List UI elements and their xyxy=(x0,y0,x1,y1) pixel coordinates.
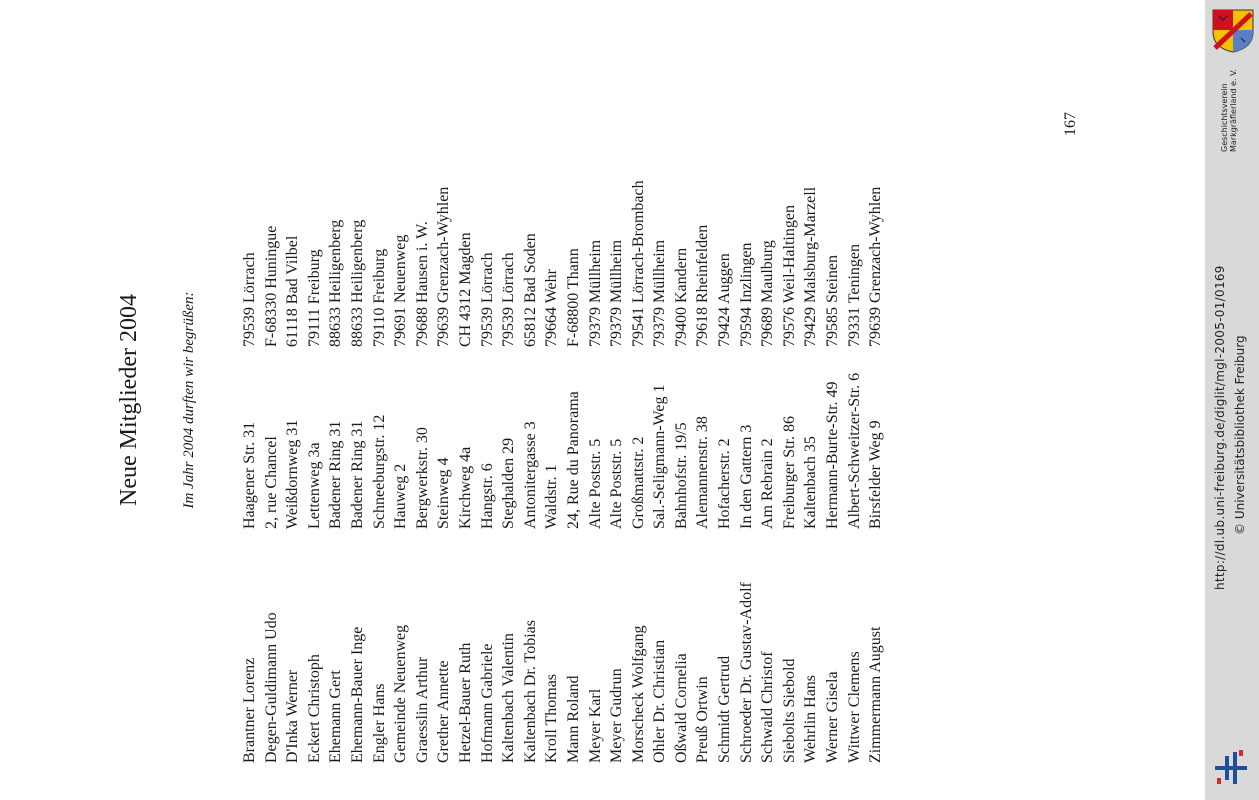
member-name: Mann Roland xyxy=(564,675,582,763)
member-city: 79539 Lörrach xyxy=(241,252,258,347)
member-name: Grether Annette xyxy=(435,660,453,763)
member-name: Wehrlin Hans xyxy=(802,674,820,763)
member-city: 88633 Heiligenberg xyxy=(348,219,366,347)
page-number: 167 xyxy=(1062,112,1079,136)
page-subtitle: Im Jahr 2004 durften wir begrüßen: xyxy=(181,291,197,509)
member-street: Birsfelder Weg 9 xyxy=(867,420,885,529)
member-city: 79618 Rheinfelden xyxy=(694,224,712,347)
member-name: Engler Hans xyxy=(370,683,388,763)
member-street: Alte Poststr. 5 xyxy=(586,438,604,529)
member-name: Meyer Gudrun xyxy=(608,668,626,763)
member-city: 79539 Lörrach xyxy=(478,252,496,347)
member-name: Preuß Ortwin xyxy=(694,676,712,763)
member-city: 79539 Lörrach xyxy=(500,252,518,347)
member-city: 79639 Grenzach-Wyhlen xyxy=(435,186,453,347)
member-name: Hetzel-Bauer Ruth xyxy=(456,642,474,763)
member-city: 79331 Teningen xyxy=(845,243,863,347)
association-name-line2: Markgräflerland e. V. xyxy=(1229,68,1238,152)
member-city: 79110 Freiburg xyxy=(370,248,388,347)
member-city: F-68330 Huningue xyxy=(262,225,280,347)
member-cities-column xyxy=(239,180,887,347)
member-city: 61118 Bad Vilbel xyxy=(284,235,302,347)
member-city: 79111 Freiburg xyxy=(305,249,323,347)
member-streets-column xyxy=(239,373,887,529)
member-city: 79664 Wehr xyxy=(543,269,561,347)
member-street: Badener Ring 31 xyxy=(348,420,366,529)
member-name: Brantner Lorenz xyxy=(241,657,258,763)
member-city: 79429 Malsburg-Marzell xyxy=(802,186,820,347)
member-name: Graesslin Arthur xyxy=(413,656,431,763)
member-city: 79541 Lörrach-Brombach xyxy=(629,180,647,347)
member-street: Antonitergasse 3 xyxy=(521,421,539,529)
member-names-column xyxy=(239,582,887,763)
member-city: 79576 Weil-Haltingen xyxy=(780,205,798,347)
member-name: Gemeinde Neuenweg xyxy=(392,624,410,763)
member-city: 65812 Bad Soden xyxy=(521,233,539,347)
member-street: Hermann-Burte-Str. 49 xyxy=(824,381,842,529)
member-city: 79379 Müllheim xyxy=(651,239,669,347)
member-name: Meyer Karl xyxy=(586,688,604,763)
member-city: 79424 Auggen xyxy=(716,253,734,347)
member-name: Ohler Dr. Christian xyxy=(651,639,669,763)
member-city: 79639 Grenzach-Wyhlen xyxy=(867,186,885,347)
member-street: Lettenweg 3a xyxy=(305,442,323,529)
member-name: Degen-Guldimann Udo xyxy=(262,612,280,763)
member-street: Schneeburgstr. 12 xyxy=(370,414,388,529)
member-city: 79689 Maulburg xyxy=(759,240,777,347)
member-city: 79585 Steinen xyxy=(824,255,842,347)
member-city: 79594 Inzlingen xyxy=(737,242,755,347)
member-street: Haagener Str. 31 xyxy=(241,421,258,529)
member-city: F-68800 Thann xyxy=(564,248,582,347)
member-street: Hofacherstr. 2 xyxy=(716,438,734,529)
member-name: Ehemann Gert xyxy=(327,670,345,763)
member-name: Kaltenbach Valentin xyxy=(500,633,518,763)
member-street: Hangstr. 6 xyxy=(478,463,496,529)
member-name: Hofmann Gabriele xyxy=(478,643,496,763)
member-street: Freiburger Str. 86 xyxy=(780,415,798,529)
member-street: Bergwerkstr. 30 xyxy=(413,427,431,529)
member-name: Schmidt Gertrud xyxy=(716,655,734,763)
member-name: Kaltenbach Dr. Tobias xyxy=(521,620,539,763)
member-city: 88633 Heiligenberg xyxy=(327,219,345,347)
member-street: Am Rebrain 2 xyxy=(759,438,777,529)
copyright-notice: © Universitätsbibliothek Freiburg xyxy=(1233,335,1247,535)
member-street: Bahnhofstr. 19/5 xyxy=(672,422,690,529)
member-name: Kroll Thomas xyxy=(543,673,561,763)
member-street: Kirchweg 4a xyxy=(456,446,474,529)
member-street: 2, rue Chancel xyxy=(262,436,280,529)
member-name: Eckert Christoph xyxy=(305,654,323,763)
member-city: 79400 Kandern xyxy=(672,247,690,347)
source-url-link[interactable]: http://dl.ub.uni-freiburg.de/diglit/mgl-2005-01/0169 xyxy=(1213,265,1227,590)
member-street: Alemannenstr. 38 xyxy=(694,416,712,529)
archive-sidebar xyxy=(1205,0,1259,800)
member-name: Wittwer Clemens xyxy=(845,651,863,763)
member-street: Steghalden 29 xyxy=(500,437,518,529)
member-street: Waldstr. 1 xyxy=(543,464,561,529)
member-street: 24, Rue du Panorama xyxy=(564,391,582,529)
member-street: Großmattstr. 2 xyxy=(629,436,647,529)
member-city: 79691 Neuenweg xyxy=(392,234,410,347)
ub-freiburg-logo-icon xyxy=(1213,748,1249,788)
member-name: D'Inka Werner xyxy=(284,669,302,763)
member-city: CH 4312 Magden xyxy=(456,232,474,347)
member-street: Kaltenbach 35 xyxy=(802,436,820,529)
association-name-line1: Geschichtsverein xyxy=(1220,83,1229,152)
member-name: Ehemann-Bauer Inge xyxy=(348,626,366,763)
member-street: Albert-Schweitzer-Str. 6 xyxy=(845,372,863,529)
member-street: Hauweg 2 xyxy=(392,463,410,529)
member-street: Steinweg 4 xyxy=(435,457,453,529)
member-city: 79379 Müllheim xyxy=(608,239,626,347)
member-name: Siebolts Siebold xyxy=(780,658,798,763)
member-name: Schroeder Dr. Gustav-Adolf xyxy=(737,582,755,763)
member-city: 79379 Müllheim xyxy=(586,239,604,347)
member-city: 79688 Hausen i. W. xyxy=(413,221,431,347)
member-name: Oßwald Cornelia xyxy=(672,653,690,763)
member-name: Schwald Christof xyxy=(759,651,777,763)
member-street: Badener Ring 31 xyxy=(327,420,345,529)
member-name: Zimmermann August xyxy=(867,626,885,763)
member-name: Morscheck Wolfgang xyxy=(629,625,647,763)
member-name: Werner Gisela xyxy=(824,671,842,763)
member-street: Weißdornweg 31 xyxy=(284,419,302,529)
page-title: Neue Mitglieder 2004 xyxy=(116,294,142,506)
member-street: In den Gattern 3 xyxy=(737,424,755,529)
coat-of-arms-icon xyxy=(1211,8,1255,54)
member-street: Alte Poststr. 5 xyxy=(608,438,626,529)
member-street: Sal.-Seligmann-Weg 1 xyxy=(651,384,669,529)
